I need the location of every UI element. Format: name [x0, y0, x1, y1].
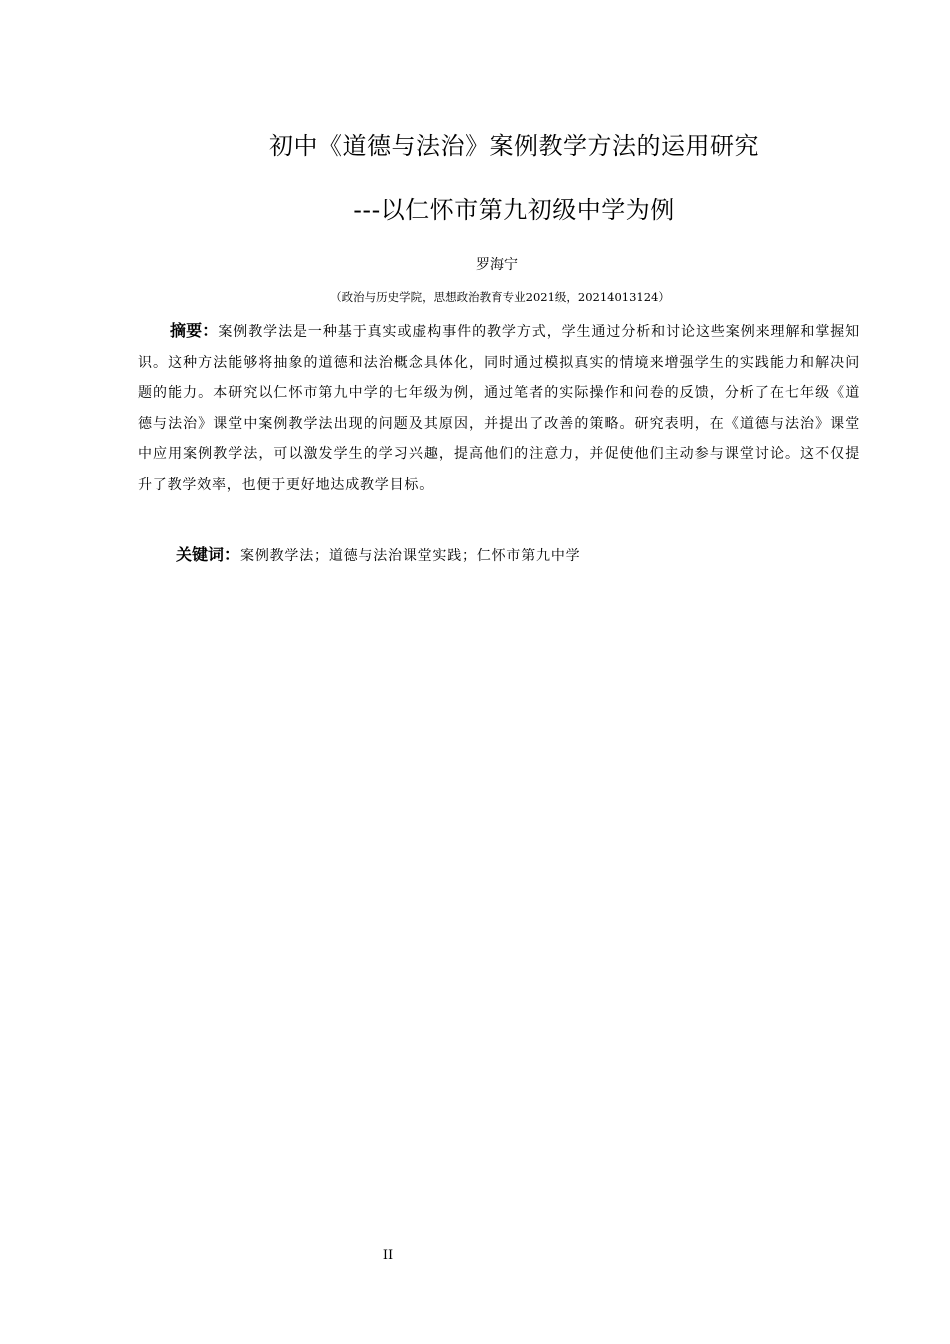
paper-title: 初中《道德与法治》案例教学方法的运用研究 [269, 132, 759, 160]
abstract-paragraph [138, 316, 860, 500]
author-affiliation: （政治与历史学院，思想政治教育专业2021级，20214013124） [330, 290, 670, 304]
keywords-label: 关键词： [176, 545, 241, 564]
page-number: II [382, 1248, 394, 1263]
abstract-label: 摘要： [170, 321, 219, 340]
author-name: 罗海宁 [476, 257, 518, 273]
abstract-text: 案例教学法是一种基于真实或虚构事件的教学方式，学生通过分析和讨论这些案例来理解和掌握知识。这种方法能够将抽象的道德和法治概念具体化，同时通过模拟真实的情境来增强学生的实践能力和解决问题的能力。本研究以仁怀市第九中学的七年级为例，通过笔者的实际操作和问卷的反馈，分析了在七年级《道德与法治》课堂中案例教学法出现的问题及其原因，并提出了改善的策略。研究表明，在《道德与法治》课堂中应用案例教学法，可以激发学生的学习兴趣，提高他们的注意力，并促使他们主动参与课堂讨论。这不仅提升了教学效率，也便于更好地达成教学目标。 [138, 324, 860, 493]
keywords-text: 案例教学法；道德与法治课堂实践；仁怀市第九中学 [240, 548, 581, 564]
paper-subtitle: ---以仁怀市第九初级中学为例 [353, 196, 675, 224]
keywords-paragraph [176, 540, 860, 571]
